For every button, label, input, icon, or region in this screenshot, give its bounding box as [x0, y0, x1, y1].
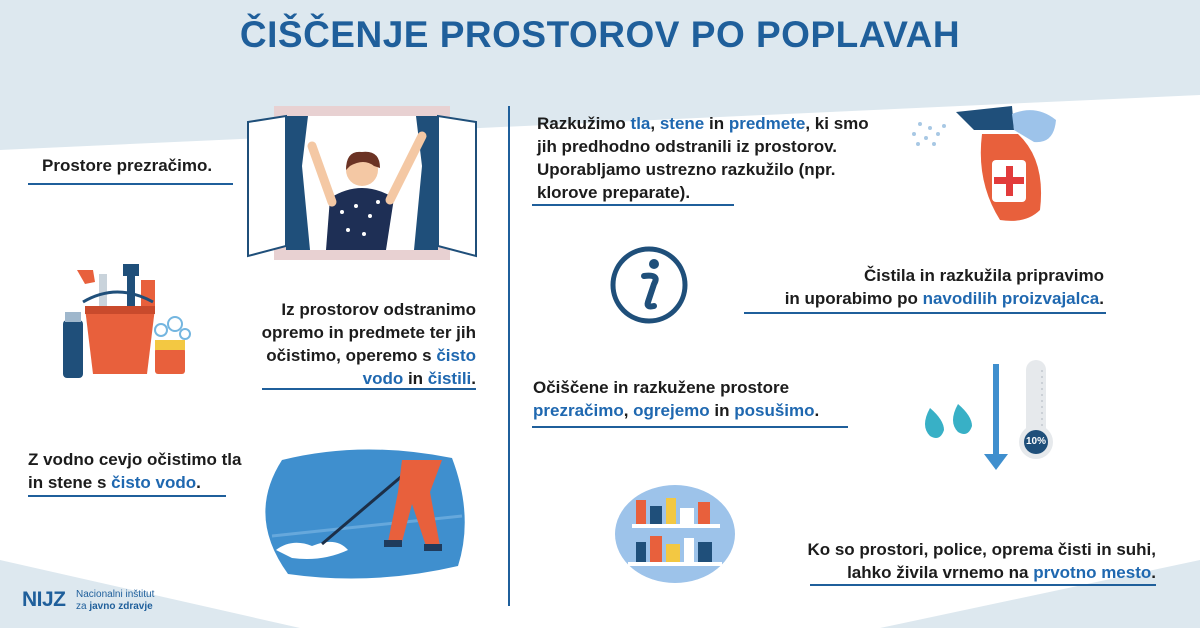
logo-line2 [76, 601, 153, 612]
step-return-food-underline [810, 584, 1156, 586]
step-disinfect-text [537, 112, 869, 204]
logo-line2a: za [76, 601, 90, 612]
step-disinfect-line2: jih predhodno odstranili iz prostorov. [537, 137, 838, 156]
step-return-food-text [742, 538, 1156, 584]
highlight-clean-water: čisto vodo [111, 473, 197, 492]
hose-line2-text: in stene s [28, 473, 112, 492]
highlight-manufacturer: navodilih proizvajalca [922, 289, 1100, 308]
step-instructions-underline [744, 312, 1106, 314]
step-instructions-line1: Čistila in razkužila pripravimo [864, 266, 1104, 285]
step-instructions-text [712, 264, 1104, 310]
dry-l2d: in [709, 401, 735, 420]
page-title: ČIŠČENJE PROSTOROV PO POPLAVAH [239, 14, 961, 55]
line4-text: in [403, 369, 428, 388]
spray-bottle-illustration [908, 98, 1064, 228]
step-remove-items-line3 [228, 344, 476, 367]
step-disinfect-line4: klorove preparate). [537, 183, 691, 202]
info-icon [608, 244, 690, 326]
logo-mark: NIJZ [22, 588, 66, 611]
highlight-water: vodo [362, 369, 404, 388]
dry-l2f: . [814, 401, 820, 420]
step-remove-items-underline [262, 388, 476, 390]
highlight-ventilate: prezračimo [533, 401, 624, 420]
instructions-l2c: . [1099, 289, 1104, 308]
highlight-floors: tla [630, 114, 651, 133]
step-ventilate-underline [28, 183, 233, 185]
return-l2c: . [1151, 563, 1156, 582]
pantry-shelves-illustration [614, 484, 736, 584]
floor-hose-illustration [252, 446, 474, 582]
step-dry-text [533, 376, 819, 422]
step-hose-underline [28, 495, 226, 497]
window-woman-illustration [246, 106, 478, 260]
logo-line1: Nacionalni inštitut [76, 589, 155, 600]
highlight-heat: ogrejemo [633, 401, 710, 420]
step-disinfect-line1 [537, 112, 869, 135]
highlight-dry: posušimo [734, 401, 815, 420]
step-disinfect-line3: Uporabljamo ustrezno razkužilo (npr. [537, 160, 836, 179]
disinfect-l1a: Razkužimo [537, 114, 631, 133]
step-return-food-line2 [742, 561, 1156, 584]
cleaning-bucket-illustration [55, 262, 195, 382]
highlight-detergents: čistili [427, 369, 472, 388]
hose-line2-end: . [196, 473, 201, 492]
line4-end: . [471, 369, 476, 388]
step-instructions-line2 [712, 287, 1104, 310]
disinfect-l1g: , ki smo [805, 114, 869, 133]
step-hose-text [28, 448, 241, 494]
center-divider [508, 106, 510, 606]
step-hose-line1: Z vodno cevjo očistimo tla [28, 450, 242, 469]
step-remove-items-line2: opremo in predmete ter jih [261, 323, 476, 342]
step-hose-line2 [28, 471, 241, 494]
disinfect-l1e: in [704, 114, 729, 133]
highlight-items: predmete [728, 114, 806, 133]
highlight-walls: stene [659, 114, 705, 133]
disinfect-l1c: , [650, 114, 660, 133]
step-dry-line2 [533, 399, 819, 422]
step-return-food-line1: Ko so prostori, police, oprema čisti in suhi, [807, 540, 1156, 559]
instructions-l2a: in uporabimo po [784, 289, 923, 308]
dry-l2b: , [623, 401, 634, 420]
step-remove-items-line4 [228, 367, 476, 390]
highlight-original-place: prvotno mesto [1033, 563, 1152, 582]
return-l2a: lahko živila vrnemo na [847, 563, 1034, 582]
step-remove-items-text [228, 298, 476, 390]
line3-text: očistimo, operemo s [266, 346, 437, 365]
step-dry-line1: Očiščene in razkužene prostore [533, 378, 790, 397]
logo-line2b: javno zdravje [89, 601, 153, 612]
step-dry-underline [532, 426, 848, 428]
step-ventilate-text: Prostore prezračimo. [42, 156, 213, 175]
step-remove-items-line1: Iz prostorov odstranimo [281, 300, 476, 319]
highlight-clean: čisto [436, 346, 476, 365]
step-disinfect-underline [532, 204, 734, 206]
thermometer-label: 10% [1025, 436, 1046, 447]
drops-thermometer-illustration [912, 356, 1062, 476]
